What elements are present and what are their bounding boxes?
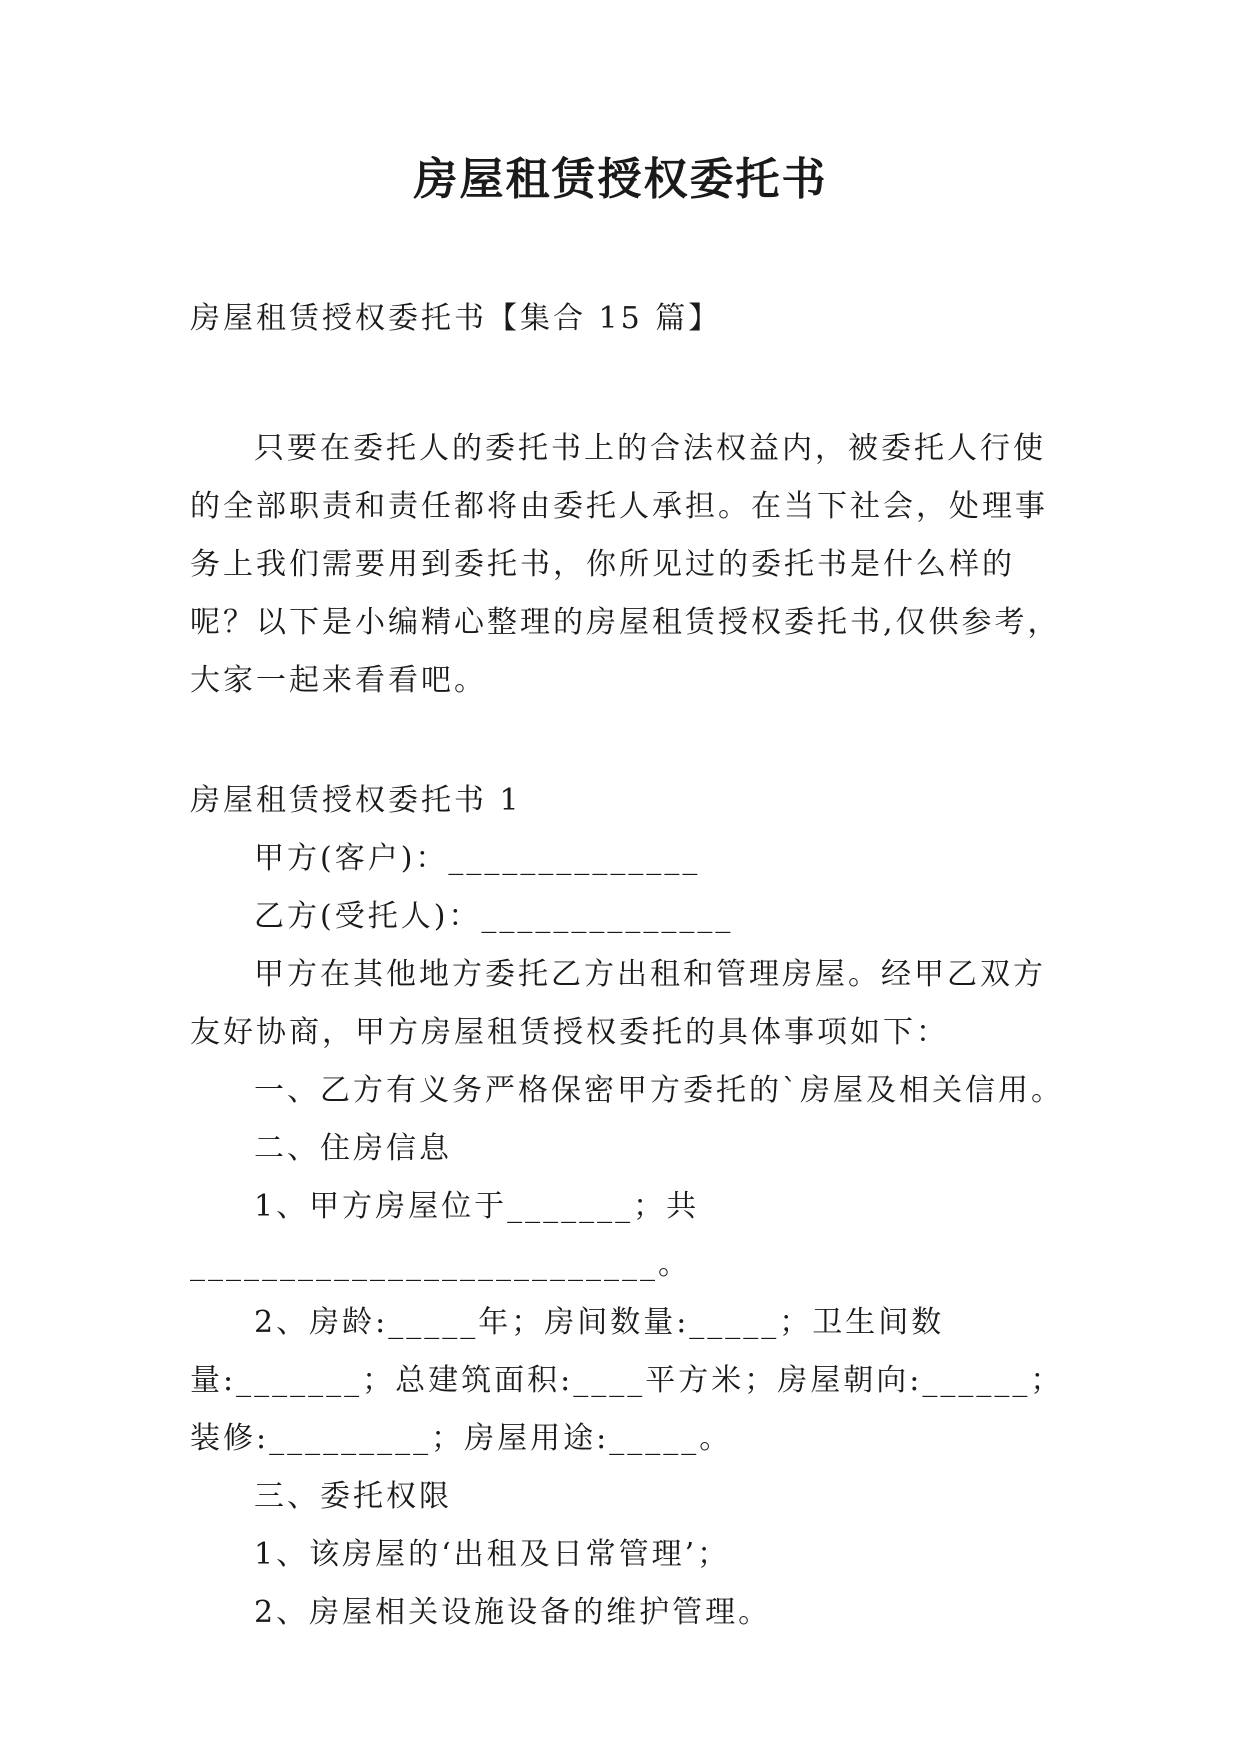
clause-item-2-1: 1、甲方房屋位于_______；共__________________________。	[190, 1189, 700, 1282]
clause-item-2-2: 2、房龄:_____年；房间数量:_____；卫生间数量:_______；总建筑面积:____平方米；房屋朝向:______；装修:_________；房屋用途:_____。	[190, 1305, 1064, 1456]
document-title: 房屋租赁授权委托书	[413, 154, 828, 205]
section-heading: 房屋租赁授权委托书 1	[190, 783, 522, 818]
clause-item-3-2: 2、房屋相关设施设备的维护管理。	[254, 1595, 772, 1630]
clause-item-2: 二、住房信息	[254, 1131, 452, 1166]
clause-item-3-1: 1、该房屋的‘出租及日常管理’；	[254, 1537, 731, 1572]
intro-paragraph: 只要在委托人的委托书上的合法权益内，被委托人行使的全部职责和责任都将由委托人承担。在当下社会，处理事务上我们需要用到委托书，你所见过的委托书是什么样的呢？以下是小编精心整理的房屋租赁授权委托书,仅供参考，大家一起来看看吧。	[190, 431, 1061, 698]
clause-item-3: 三、委托权限	[254, 1479, 452, 1514]
clause-item-1: 一、乙方有义务严格保密甲方委托的`房屋及相关信用。	[254, 1073, 1064, 1108]
document-body	[190, 290, 1070, 1642]
clause-intro: 甲方在其他地方委托乙方出租和管理房屋。经甲乙双方友好协商，甲方房屋租赁授权委托的具体事项如下：	[190, 957, 1046, 1050]
party-a-line: 甲方(客户)：______________	[254, 841, 701, 876]
document-subtitle: 房屋租赁授权委托书【集合 15 篇】	[190, 301, 722, 336]
party-b-line: 乙方(受托人)：______________	[254, 899, 734, 934]
